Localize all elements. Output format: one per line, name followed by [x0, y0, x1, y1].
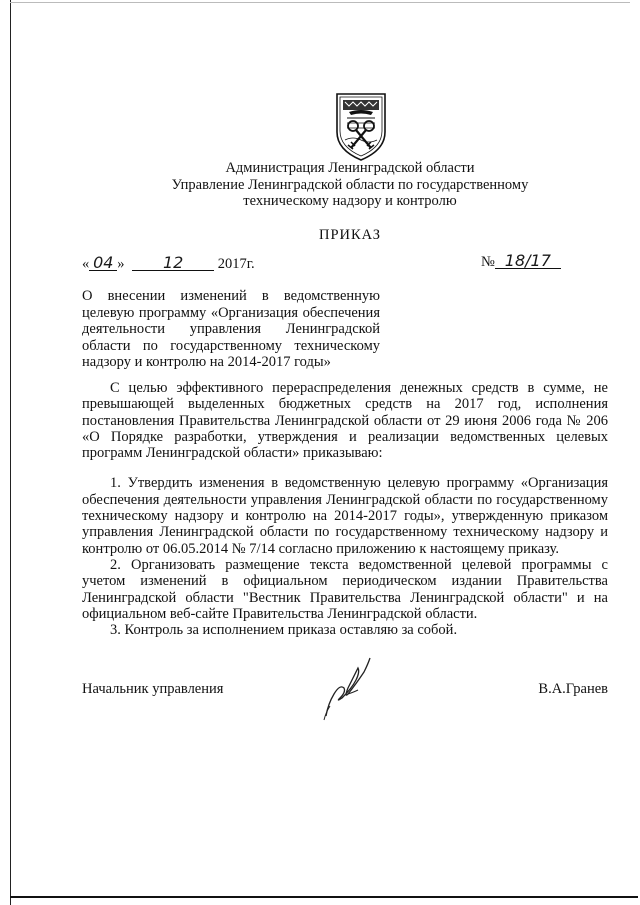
scan-edge-left — [10, 0, 11, 905]
order-subject: О внесении изменений в ведомственную целевую программу «Организация обеспечения деятельности управления Ленинградской области по государственному техническому надзору и контролю на 2014-2017 годы» — [82, 288, 380, 370]
order-title: ПРИКАЗ — [318, 227, 382, 243]
handwritten-signature-icon — [318, 654, 378, 722]
header-department: Управление Ленинградской области по государственному — [171, 176, 529, 193]
date-close-quote: » — [117, 256, 125, 272]
signatory-position: Начальник управления — [82, 681, 224, 697]
date-day: 04 — [89, 256, 117, 271]
item-1-paragraph: 1. Утвердить изменения в ведомственную целевую программу «Организация обеспечения деятельности управления Ленинградской области по государственному техническому надзору и контролю на 2014-2017 годы», утвержденную приказом управления Ленинградской области по государственному техническому надзору и контролю от 06.05.2014 № 7/14 согласно приложению к настоящему приказу. — [82, 475, 608, 557]
date-open-quote: « — [82, 256, 90, 272]
item-2-paragraph: 2. Организовать размещение текста ведомственной целевой программы с учетом изменений в официальном периодическом издании Правительства Ленинградской области "Вестник Правительства Ленинградской области" и на официальном веб-сайте Правительства Ленинградской области. — [82, 556, 608, 622]
header-administration: Администрация Ленинградской области — [225, 160, 475, 176]
order-body — [82, 380, 608, 638]
document-header — [0, 160, 640, 210]
date-month: 12 — [132, 256, 214, 271]
header-department-cont: техническому надзору и контролю — [243, 193, 457, 209]
order-date — [82, 253, 255, 273]
coat-of-arms-icon — [331, 92, 391, 162]
number-value: 18/17 — [495, 254, 561, 269]
preamble-paragraph: С целью эффективного перераспределения денежных средств в сумме, не превышающей выделенных бюджетных средств на 2017 год, исполнения постановления Правительства Ленинградской области от 29 июня 2006 года № 206 «О Порядке разработки, утверждения и реализации ведомственных целевых программ Ленинградской области» приказываю: — [82, 380, 608, 462]
scan-edge-top — [10, 2, 630, 3]
scan-edge-bottom — [10, 896, 638, 898]
date-year: 2017г. — [217, 256, 255, 272]
signatory-name: В.А.Гранев — [538, 681, 608, 697]
order-number — [481, 251, 561, 271]
number-prefix: № — [481, 254, 495, 270]
item-3-paragraph: 3. Контроль за исполнением приказа оставляю за собой. — [110, 622, 458, 639]
